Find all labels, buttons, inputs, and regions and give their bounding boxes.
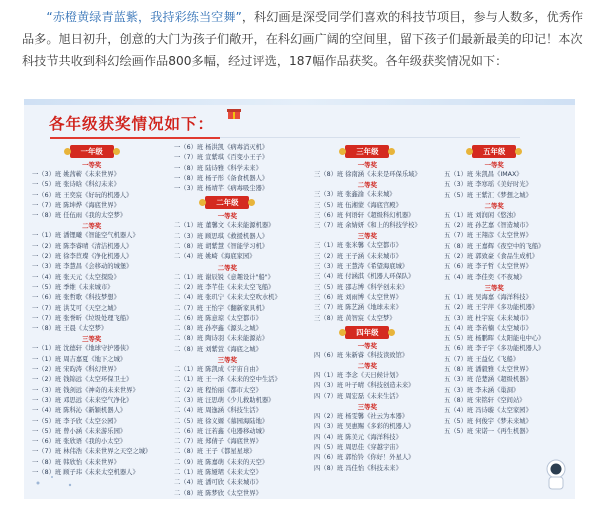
award-entry: 一（5）班 季维《未来城市》 (32, 283, 114, 291)
award-entry: 一（5）班 李予欣《太空公园》 (32, 417, 120, 425)
award-entry: 一（3）班 邓思远《未来空气净化》 (32, 396, 133, 404)
award-entry: 五（8）班 王嘉辉《夜空中的飞船》 (444, 242, 545, 250)
award-entry: 一（7）班 宣紫琪《百变小王子》 (174, 154, 269, 162)
award-entry: 五（3）班 杜宇宸《未来城市》 (444, 314, 532, 322)
award-entry: 一（6）班 张哲歌《科技梦想》 (32, 294, 120, 302)
award-entry: 三（6）班 何语轩《超级科幻机器》 (314, 211, 415, 219)
award-entry: 一（3）班 姚茜蕲《未来世界》 (32, 171, 120, 178)
award-entry: 二（8）班 王子《都星星球》 (174, 448, 256, 456)
award-entry: 五（8）班 潘毅雅《太空世界》 (444, 366, 532, 374)
award-entry: 五（6）班 李子哲《太空世界》 (444, 263, 532, 271)
heading-underline (50, 137, 220, 139)
award-entry: 一（1）班 沈德轩《地球守护器侠》 (32, 345, 133, 353)
award-entry: 四（6）班 朱新睿《科技读致馆》 (314, 351, 409, 359)
award-entry: 一（7）班 林伟浩《未来世界之天空之城》 (32, 448, 152, 456)
award-entry: 二（3）班 顾思琪《救援机器人》 (174, 232, 269, 240)
award-entry: 一（8）班 杨子彤《备食机器人》 (174, 174, 269, 182)
prize-heading: 二等奖 (217, 263, 237, 272)
award-entry: 一（7）班 陈坤烨《海底世界》 (32, 201, 120, 209)
award-entry: 二（7）班 郑倩子《海底世界》 (174, 438, 262, 446)
award-entry: 三（2）班 王子涵《未来城市》 (314, 252, 402, 260)
award-entry: 一（4）班 陈科沁《新颖机器人》 (32, 407, 127, 415)
award-entry: 一（2）班 陈李睿晴《清洁机器人》 (32, 242, 133, 250)
award-entry: 一（8）班 顾子玮《未来太空机器人》 (32, 469, 139, 477)
award-entry: 一（7）班 张誉昕《垃圾处理飞船》 (32, 314, 133, 322)
prize-heading: 一等奖 (357, 161, 377, 169)
award-entry: 二（2）班 程怡丽《都市太空》 (174, 386, 262, 394)
intro-quote: “赤橙黄绿青蓝紫，我持彩练当空舞” (46, 10, 242, 24)
award-entry: 一（8）班 韩欣怡《未来世界》 (32, 458, 120, 466)
award-entry: 一（2）班 钱锦远《太空环保卫士》 (32, 376, 133, 384)
grade-banner: 四年级 (345, 326, 389, 339)
grade-banner: 一年级 (70, 145, 114, 158)
award-entry: 一（7）班 洪艾可《天空之城》 (32, 304, 120, 312)
award-entry: 二（3）班 汪思萌《少儿救助机器》 (174, 396, 275, 404)
award-entry: 五（6）班 李子宇《多功能机器人》 (444, 345, 545, 353)
award-entry: 三（7）班 余婧妍《和上的科技学校》 (314, 222, 421, 230)
award-entry: 五（1）班 吴海嘉《海洋科技》 (444, 293, 532, 301)
award-entry: 三（8）班 徐南涵《未来是环保乐域》 (314, 171, 421, 178)
prize-heading: 一等奖 (217, 212, 237, 221)
award-entry: 五（8）班 宋铭轩《空间站》 (444, 396, 526, 404)
award-entry: 五（3）班 李未涵《巢洞》 (444, 386, 520, 394)
award-entry: 一（8）班 王晨《太空梦》 (32, 325, 108, 333)
award-entry: 一（6）班 杨洪凯《病毒消灭机》 (174, 144, 269, 151)
heading-rule (220, 137, 520, 138)
award-entry: 五（3）班 李寒瑶《美好时光》 (444, 181, 532, 189)
column-4 (444, 143, 544, 437)
award-entry: 一（8）班 陆诗雅《科学未来》 (174, 164, 262, 172)
column-2 (174, 143, 281, 499)
award-entry: 三（5）班 邵志博《科学创未来》 (314, 283, 409, 291)
award-entry: 一（3）班 钱剑远《神奇的未来世界》 (32, 386, 139, 394)
prize-heading: 三等奖 (217, 356, 237, 365)
award-entry: 五（4）班 冯诗璇《太空家园》 (444, 407, 532, 415)
prize-heading: 三等奖 (357, 232, 377, 241)
award-entry: 五（3）班 范楚涵《超级机器》 (444, 376, 532, 384)
award-entry: 四（3）班 叶子晴《科技创造未来》 (314, 382, 415, 390)
award-entry: 一（1）班 潘锂曦《智能空气机器人》 (32, 232, 139, 240)
award-entry: 二（8）班 陶诗羽《未来能源站》 (174, 335, 269, 343)
award-entry: 五（1）班 刘润闲《悠浊》 (444, 211, 520, 219)
award-entry: 二（9）班 陈嘉萌《未来的天空》 (174, 458, 269, 466)
award-entry: 一（5）班 张诗晗《科幻未来》 (32, 181, 120, 189)
award-entry: 四（2）班 杨雯馨《社云为本器》 (314, 413, 409, 421)
astronaut-icon (543, 459, 569, 493)
award-entry: 三（1）班 张米馨《太空都市》 (314, 242, 402, 250)
award-entry: 二（7）班 王怡宇《翻新家具机》 (174, 304, 269, 312)
award-entry: 一（3）班 杨靖芊《病毒吸尘器》 (174, 185, 269, 193)
stars-decoration (30, 471, 90, 491)
award-entry: 四（7）班 周宏磊《未来生活》 (314, 392, 402, 400)
award-entry: 一（2）班 宋昀涛《科幻世界》 (32, 366, 120, 374)
award-entry: 一（6）班 张欣语《我的小太空》 (32, 438, 127, 446)
award-entry: 一（1）班 周吉嘉夏《地下之城》 (32, 355, 127, 363)
gift-icon (227, 107, 241, 119)
prize-heading: 三等奖 (484, 283, 504, 292)
award-entry: 五（2）班 郭致豪《食品生成机》 (444, 253, 539, 261)
award-entry: 五（7）班 王益亿《飞船》 (444, 355, 520, 363)
award-entry: 四（5）班 周思佳《穿越宇宙》 (314, 443, 402, 451)
award-entry: 二（1）班 董馨文《未来能源机器》 (174, 222, 275, 230)
award-entry: 二（6）班 陈意琼《太空都市》 (174, 314, 262, 322)
prize-heading: 一等奖 (484, 161, 504, 169)
award-entry: 三（7）班 陈艺涵《地球未来》 (314, 304, 402, 312)
award-entry: 一（2）班 徐李苣璨《净化机器人》 (32, 253, 133, 261)
grade-banner: 五年级 (472, 145, 516, 158)
grade-banner: 三年级 (345, 145, 389, 158)
award-entry: 五（1）班 朱凯昌《IMAX》 (444, 171, 523, 178)
award-entry: 二（8）班 孙亭鑫《源头之城》 (174, 325, 262, 333)
award-entry: 四（6）班 郭怡铃《你好！外星人》 (314, 454, 415, 462)
award-entry: 一（3）班 李慧昌《会移动的城堡》 (32, 263, 133, 271)
award-entry: 四（8）班 冯佳怡《科技未来》 (314, 464, 402, 472)
award-entry: 四（3）班 吴惠赐《多彩的机器人》 (314, 423, 415, 431)
prize-heading: 二等奖 (357, 181, 377, 190)
award-entry: 二（8）班 陈梦欣《太空世界》 (174, 489, 262, 497)
award-entry: 二（4）班 潘可欣《未来城市》 (174, 479, 262, 487)
award-entry: 三（6）班 刘雨博《太空世界》 (314, 293, 402, 301)
column-3 (314, 143, 421, 474)
award-entry: 四（1）班 李念《天日候计划》 (314, 372, 402, 380)
award-entry: 三（3）班 王慧涛《希望海底城》 (314, 263, 409, 271)
award-entry: 五（5）班 何俊宇《梦未来城》 (444, 417, 532, 425)
award-entry: 三（3）班 张鑫渝《未来城》 (314, 191, 396, 199)
prize-heading: 二等奖 (484, 201, 504, 210)
award-entry: 二（4）班 张玑宁《未来太空吹水机》 (174, 294, 281, 302)
grade-banner: 二年级 (205, 196, 249, 209)
prize-heading: 一等奖 (357, 341, 377, 350)
award-entry: 一（5）班 曾小涵《未来游乐园》 (32, 427, 127, 435)
award-entry: 一（6）班 王奕宸《好玩的机器人》 (32, 191, 133, 199)
award-entry: 五（4）班 李佳奕《不夜城》 (444, 273, 526, 281)
award-entry: 二（6）班 汪若鑫《电器移动城》 (174, 427, 269, 435)
award-entry: 二（1）班 陈娅珺《未来太空》 (174, 469, 262, 477)
award-entry: 五（2）班 孙艺嘉《智造城市》 (444, 222, 532, 230)
award-entry: 二（1）班 陈凯成《宇宙自由》 (174, 366, 262, 374)
award-entry: 二（2）班 李芊佳《未来太空飞船》 (174, 283, 275, 291)
award-entry: 三（5）班 伍湘蒙《海底宫殿》 (314, 201, 402, 209)
award-entry: 五（7）班 王翔彦《太空世界》 (444, 232, 532, 240)
award-entry: 二（8）班 刘紫萱《海底之城》 (174, 345, 262, 353)
award-entry: 五（2）班 王宇萍《多功能机器》 (444, 304, 539, 312)
award-entry: 二（5）班 徐义嫄《慕园海陆地》 (174, 417, 269, 425)
intro-text: ，科幻画是深受同学们喜欢的科技节项目，参与人数多，优秀作品多。旭日初升，创意的大门为孩子们敞开，在科幻画广阔的空间里，留下孩子们最新最美的印记！本次科技节共收到科幻绘画作品800多幅，经过评选，187幅作品获奖。各年级获奖情况如下： (22, 10, 584, 68)
awards-poster (24, 99, 575, 499)
award-entry: 三（4）班 付涵淇《机器人环保队》 (314, 273, 415, 281)
top-strip (24, 99, 575, 105)
poster-heading: 各年级获奖情况如下： (49, 115, 215, 133)
column-1 (32, 143, 151, 478)
intro-paragraph (22, 6, 584, 72)
award-entry: 五（4）班 李若楠《太空城市》 (444, 324, 532, 332)
award-entry: 一（8）班 任伍雨《我的太空梦》 (32, 212, 127, 220)
prize-heading: 二等奖 (357, 362, 377, 371)
award-entry: 二（8）班 胡紫慧《智能学习机》 (174, 243, 269, 251)
award-entry: 五（5）班 杨鹏晖《太阳能电中心》 (444, 335, 545, 343)
award-entry: 三（8）班 黄智宸《太空梦》 (314, 314, 396, 322)
prize-heading: 三等奖 (357, 403, 377, 412)
prize-heading: 一等奖 (82, 161, 102, 169)
award-entry: 二（4）班 姚崎《海底家园》 (174, 253, 256, 261)
prize-heading: 三等奖 (82, 335, 102, 344)
award-entry: 二（1）班 谢辰锐《意趣设计"船"》 (174, 273, 274, 281)
award-entry: 二（1）班 王一泽《未来的空中生活》 (174, 376, 281, 384)
award-entry: 五（5）班 宋诺一《再生机器》 (444, 427, 532, 435)
award-entry: 四（4）班 陈美元《海洋科技》 (314, 433, 402, 441)
award-entry: 五（5）班 王紫汇《梦想之城》 (444, 191, 532, 199)
award-entry: 二（4）班 周逸涵《科技生活》 (174, 407, 262, 415)
award-entry: 一（4）班 张天元《太空探险》 (32, 273, 120, 281)
prize-heading: 二等奖 (82, 222, 102, 231)
